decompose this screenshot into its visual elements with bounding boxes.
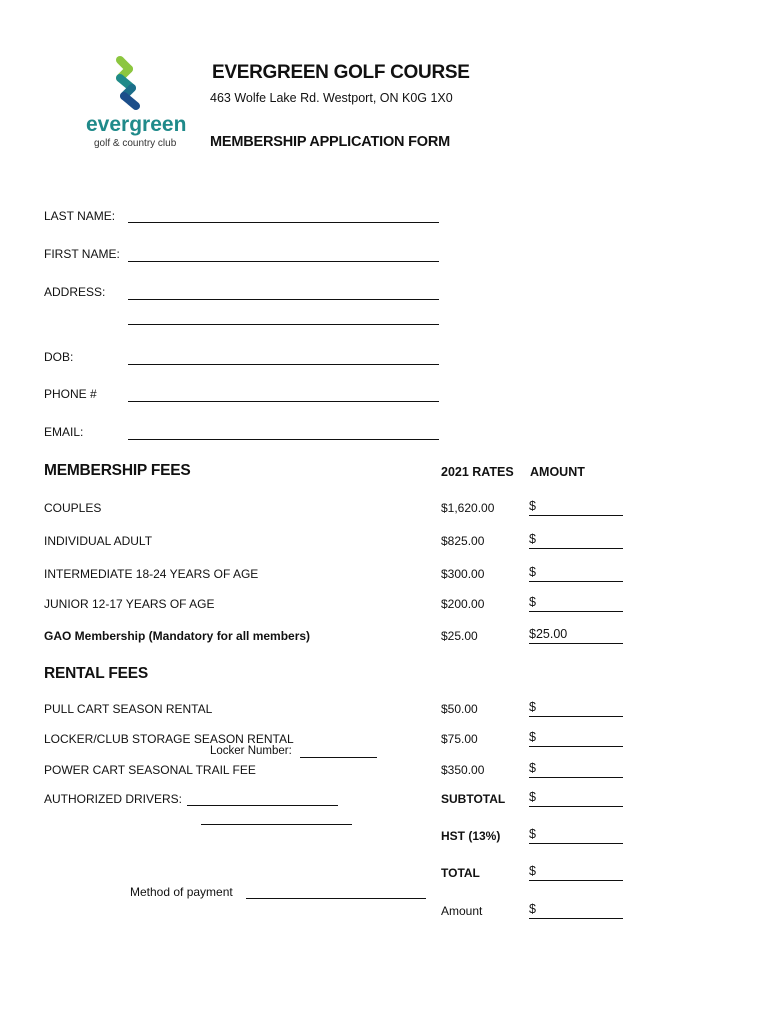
address-field-line-2[interactable] [128, 324, 439, 325]
junior-rate: $200.00 [441, 597, 485, 611]
last-name-field[interactable] [128, 222, 439, 223]
junior-amount-field[interactable]: $ [529, 595, 623, 612]
individual-adult-amount-field[interactable]: $ [529, 532, 623, 549]
locker-number-label: Locker Number: [210, 745, 292, 757]
membership-fees-heading: MEMBERSHIP FEES [44, 462, 191, 479]
phone-field[interactable] [128, 401, 439, 402]
gao-membership-amount: $25.00 [529, 627, 623, 644]
individual-adult-rate: $825.00 [441, 534, 485, 548]
pull-cart-label: PULL CART SEASON RENTAL [44, 702, 213, 716]
junior-label: JUNIOR 12-17 YEARS OF AGE [44, 597, 215, 611]
dob-field[interactable] [128, 364, 439, 365]
subtotal-amount-field[interactable]: $ [529, 790, 623, 807]
gao-membership-rate: $25.00 [441, 629, 478, 643]
authorized-driver-field-1[interactable] [187, 805, 338, 806]
pull-cart-rate: $50.00 [441, 702, 478, 716]
page-title: EVERGREEN GOLF COURSE [212, 62, 470, 83]
first-name-label: FIRST NAME: [44, 247, 120, 261]
power-cart-rate: $350.00 [441, 763, 485, 777]
club-logo [80, 56, 195, 156]
hst-amount-field[interactable]: $ [529, 827, 623, 844]
individual-adult-label: INDIVIDUAL ADULT [44, 534, 153, 548]
address-field-line-1[interactable] [128, 299, 439, 300]
rental-fees-heading: RENTAL FEES [44, 665, 149, 682]
couples-rate: $1,620.00 [441, 501, 495, 515]
payment-method-label: Method of payment [130, 885, 233, 899]
club-address: 463 Wolfe Lake Rd. Westport, ON K0G 1X0 [210, 91, 453, 105]
payment-method-field[interactable] [246, 898, 426, 899]
form-title: MEMBERSHIP APPLICATION FORM [210, 134, 451, 150]
total-label: TOTAL [441, 866, 480, 880]
power-cart-amount-field[interactable]: $ [529, 761, 623, 778]
locker-storage-rate: $75.00 [441, 732, 478, 746]
couples-amount-field[interactable]: $ [529, 499, 623, 516]
intermediate-rate: $300.00 [441, 567, 485, 581]
intermediate-label: INTERMEDIATE 18-24 YEARS OF AGE [44, 567, 259, 581]
email-label: EMAIL: [44, 425, 84, 439]
authorized-drivers-label: AUTHORIZED DRIVERS: [44, 792, 183, 806]
pull-cart-amount-field[interactable]: $ [529, 700, 623, 717]
phone-label: PHONE # [44, 387, 97, 401]
first-name-field[interactable] [128, 261, 439, 262]
email-field[interactable] [128, 439, 439, 440]
gao-membership-label: GAO Membership (Mandatory for all members) [44, 629, 311, 643]
dob-label: DOB: [44, 350, 74, 364]
locker-number-field[interactable] [300, 757, 377, 758]
subtotal-label: SUBTOTAL [441, 792, 506, 806]
total-amount-field[interactable]: $ [529, 864, 623, 881]
power-cart-label: POWER CART SEASONAL TRAIL FEE [44, 763, 256, 777]
address-label: ADDRESS: [44, 285, 106, 299]
rates-column-header: 2021 RATES [441, 465, 514, 479]
amount-paid-field[interactable]: $ [529, 902, 623, 919]
authorized-driver-field-2[interactable] [201, 824, 352, 825]
locker-storage-amount-field[interactable]: $ [529, 730, 623, 747]
logo-subtitle: golf & country club [94, 138, 177, 149]
intermediate-amount-field[interactable]: $ [529, 565, 623, 582]
locker-storage-label: LOCKER/CLUB STORAGE SEASON RENTAL [44, 732, 294, 746]
logo-wordmark: evergreen [86, 113, 187, 136]
couples-label: COUPLES [44, 501, 102, 515]
last-name-label: LAST NAME: [44, 209, 116, 223]
amount-label: Amount [441, 904, 483, 918]
hst-label: HST (13%) [441, 829, 501, 843]
amount-column-header: AMOUNT [530, 465, 585, 479]
